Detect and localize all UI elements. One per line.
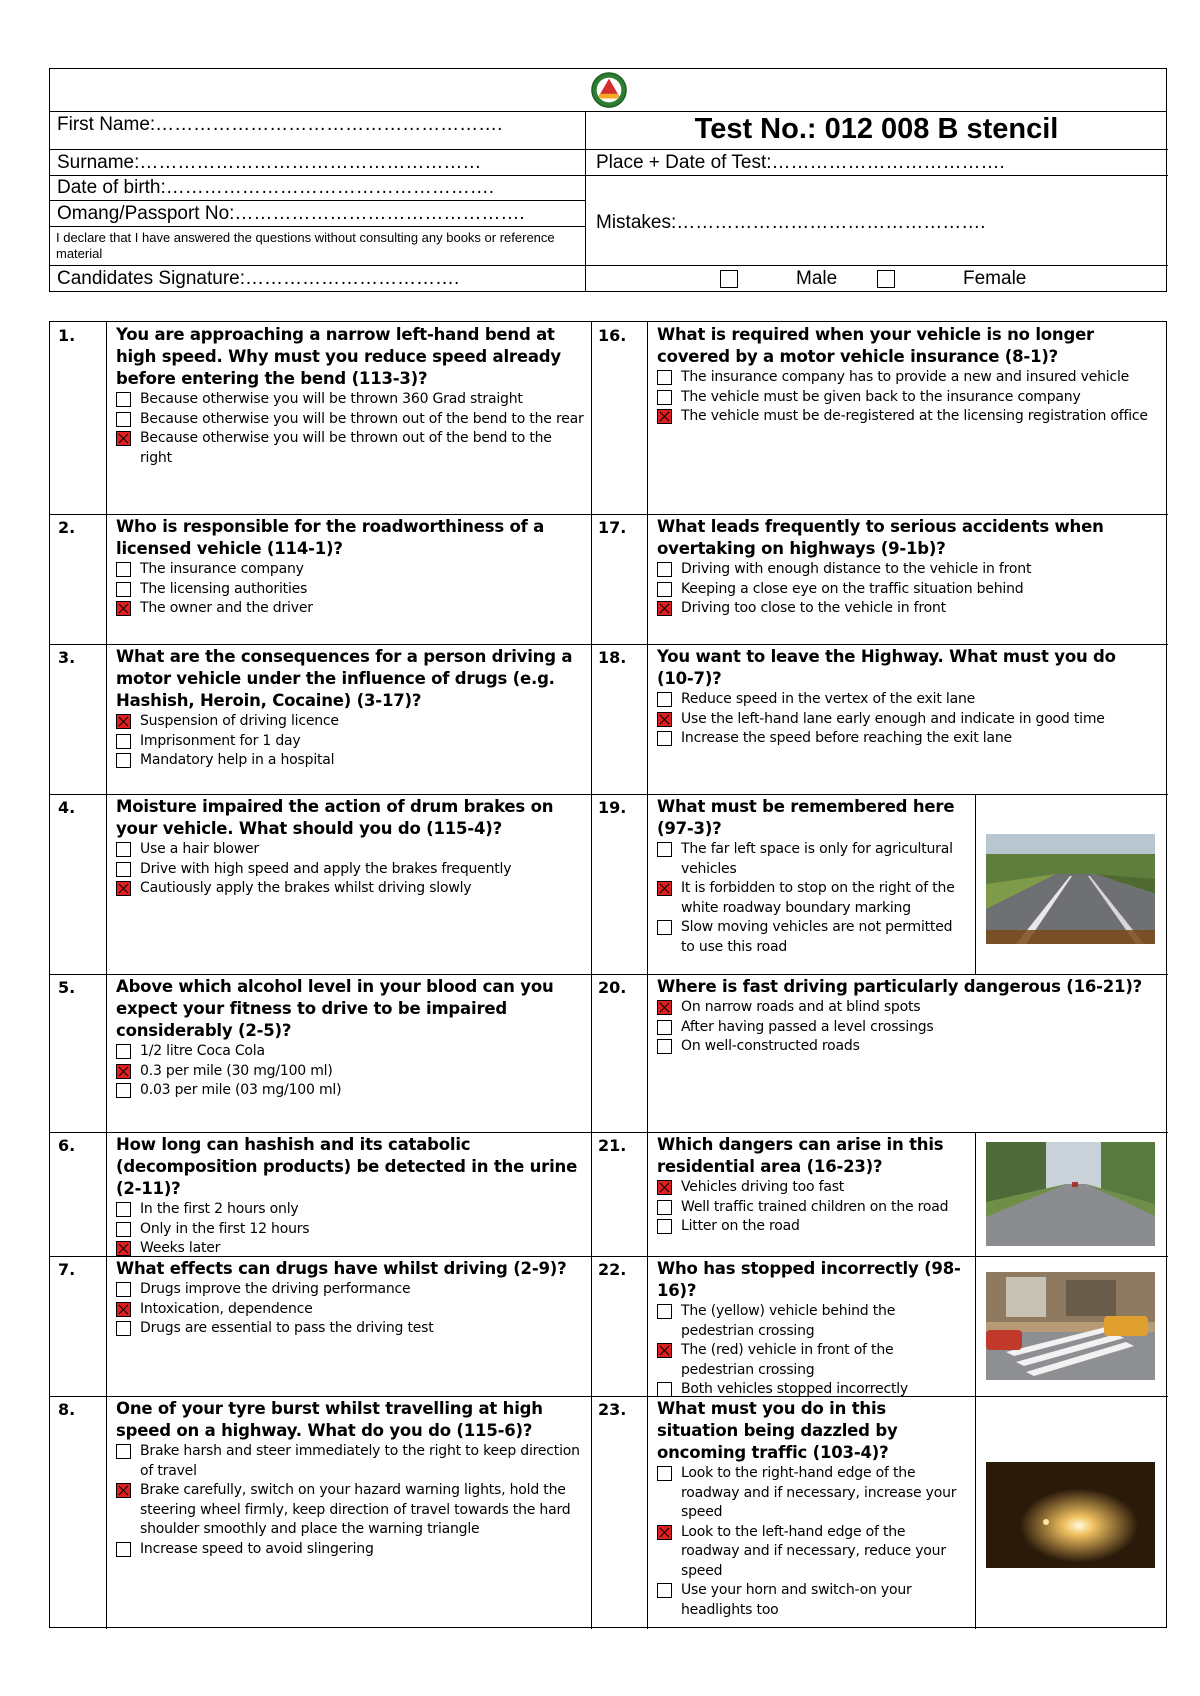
answer-option-text: 0.3 per mile (30 mg/100 ml) (140, 1062, 333, 1079)
question-text: What is required when your vehicle is no longer covered by a motor vehicle insurance (8-1)? (657, 325, 1094, 366)
question-8 (116, 1398, 586, 1559)
answer-option-text: Keeping a close eye on the traffic situation behind (681, 580, 1024, 597)
answer-checkbox[interactable] (657, 1583, 672, 1598)
answer-options (657, 560, 1157, 619)
answer-checkbox[interactable] (657, 582, 672, 597)
answer-option[interactable] (657, 1380, 965, 1400)
answer-option-text: Use the left-hand lane early enough and indicate in good time (681, 710, 1105, 727)
question-6 (116, 1134, 586, 1259)
question-text: You are approaching a narrow left-hand bend at high speed. Why must you reduce speed already before entering the bend (113-3)? (116, 325, 561, 388)
night-dazzle-photo (986, 1462, 1155, 1568)
checked-answer-checkbox[interactable] (657, 601, 672, 616)
answer-options (657, 1464, 965, 1620)
answer-checkbox[interactable] (657, 842, 672, 857)
checked-answer-checkbox[interactable] (116, 601, 131, 616)
answer-option-text: The vehicle must be de-registered at the licensing registration office (681, 408, 1148, 424)
answer-option[interactable] (657, 918, 965, 957)
answer-checkbox[interactable] (657, 390, 672, 405)
male-label: Male (796, 268, 838, 289)
checked-answer-checkbox[interactable] (657, 881, 672, 896)
question-number: 7. (58, 1260, 76, 1279)
answer-checkbox[interactable] (116, 734, 131, 749)
female-checkbox[interactable] (877, 270, 895, 288)
answer-option-text: The licensing authorities (140, 580, 308, 597)
question-number: 19. (598, 798, 627, 817)
answer-option[interactable] (116, 1481, 586, 1540)
checked-answer-checkbox[interactable] (116, 1483, 131, 1498)
answer-option[interactable] (116, 390, 586, 410)
question-2 (116, 516, 586, 619)
answer-checkbox[interactable] (116, 842, 131, 857)
answer-option[interactable] (116, 751, 586, 771)
answer-checkbox[interactable] (657, 562, 672, 577)
answer-option-text: Vehicles driving too fast (681, 1179, 845, 1195)
answer-option-text: The insurance company has to provide a new and insured vehicle (681, 369, 1130, 385)
answer-options (116, 1280, 586, 1339)
mistakes-field[interactable]: Mistakes:…………………………………………. (596, 212, 986, 233)
answer-option-text: Cautiously apply the brakes whilst driving slowly (140, 880, 472, 896)
answer-option-text: On well-constructed roads (681, 1038, 860, 1054)
answer-options (657, 1302, 965, 1400)
answer-option-text: 1/2 litre Coca Cola (140, 1043, 265, 1059)
answer-option[interactable] (116, 1300, 586, 1320)
question-text: How long can hashish and its catabolic (decomposition products) be detected in the urine (2-11)? (116, 1135, 578, 1198)
question-number: 2. (58, 518, 76, 537)
answer-checkbox[interactable] (116, 1044, 131, 1059)
answer-option-text: Driving too close to the vehicle in front (681, 600, 946, 616)
answer-options (116, 390, 586, 468)
question-20 (657, 976, 1157, 1057)
signature-field[interactable]: Candidates Signature:……………………………. (57, 268, 460, 289)
answer-option[interactable] (657, 1341, 965, 1380)
checked-answer-checkbox[interactable] (116, 1064, 131, 1079)
question-number: 21. (598, 1136, 627, 1155)
answer-option[interactable] (116, 860, 586, 880)
answer-option-text: Brake harsh and steer immediately to the right to keep direction of travel (140, 1443, 580, 1479)
answer-option-text: Use a hair blower (140, 841, 259, 857)
answer-option[interactable] (657, 1217, 965, 1237)
question-number: 4. (58, 798, 76, 817)
answer-option[interactable] (657, 388, 1157, 408)
answer-options (116, 840, 586, 899)
answer-option-text: Litter on the road (681, 1218, 800, 1234)
question-19 (657, 796, 965, 957)
answer-options (116, 1200, 586, 1259)
question-number: 3. (58, 648, 76, 667)
answer-option[interactable] (657, 368, 1157, 388)
place-date-field[interactable]: Place + Date of Test:………………………………. (596, 152, 1005, 173)
answer-option[interactable] (657, 1302, 965, 1341)
answer-option[interactable] (657, 998, 1157, 1018)
answer-option[interactable] (116, 1442, 586, 1481)
answer-option-text: Look to the left-hand edge of the roadway and if necessary, reduce your speed (681, 1523, 946, 1579)
answer-option[interactable] (116, 1220, 586, 1240)
highway-photo (986, 834, 1155, 944)
answer-option[interactable] (116, 560, 586, 580)
answer-options (116, 560, 586, 619)
answer-option-text: Mandatory help in a hospital (140, 752, 335, 768)
checked-answer-checkbox[interactable] (116, 881, 131, 896)
answer-option-text: The far left space is only for agricultural vehicles (681, 841, 953, 877)
answer-option[interactable] (116, 1081, 586, 1101)
answer-option[interactable] (657, 710, 1157, 730)
checked-answer-checkbox[interactable] (657, 1343, 672, 1358)
answer-checkbox[interactable] (116, 753, 131, 768)
question-number: 6. (58, 1136, 76, 1155)
answer-option-text: Both vehicles stopped incorrectly (681, 1381, 909, 1397)
question-number: 17. (598, 518, 627, 537)
question-text: Who has stopped incorrectly (98-16)? (657, 1259, 961, 1300)
question-number: 16. (598, 326, 627, 345)
answer-option[interactable] (116, 429, 586, 468)
pedestrian-crossing-photo (986, 1272, 1155, 1380)
question-text: One of your tyre burst whilst travelling at high speed on a highway. What do you do (115-6)? (116, 1399, 543, 1440)
answer-checkbox[interactable] (116, 1202, 131, 1217)
logo-row (50, 69, 1166, 112)
question-text: What are the consequences for a person driving a motor vehicle under the influence of drugs (e.g. Hashish, Heroin, Cocaine) (3-17)? (116, 647, 573, 710)
answer-option-text: The (red) vehicle in front of the pedestrian crossing (681, 1342, 894, 1378)
answer-option[interactable] (116, 879, 586, 899)
answer-option-text: Driving with enough distance to the vehicle in front (681, 561, 1032, 577)
question-7 (116, 1258, 586, 1339)
answer-option[interactable] (657, 690, 1157, 710)
answer-option-text: Because otherwise you will be thrown out of the bend to the right (140, 430, 552, 466)
answer-option[interactable] (116, 1200, 586, 1220)
answer-checkbox[interactable] (657, 1039, 672, 1054)
question-number: 20. (598, 978, 627, 997)
question-text: What must be remembered here (97-3)? (657, 797, 955, 838)
answer-option-text: The vehicle must be given back to the insurance company (681, 388, 1081, 405)
question-text: What effects can drugs have whilst driving (2-9)? (116, 1259, 567, 1278)
answer-options (116, 1442, 586, 1559)
answer-option-text: Suspension of driving licence (140, 713, 339, 729)
emblem-icon (590, 71, 628, 109)
question-22 (657, 1258, 965, 1400)
question-text: Above which alcohol level in your blood can you expect your fitness to drive to be impaired considerably (2-5)? (116, 977, 554, 1040)
first-name-field[interactable]: First Name:………………………………………………. (57, 114, 503, 135)
answer-option[interactable] (657, 1523, 965, 1582)
answer-option[interactable] (657, 1581, 965, 1620)
answer-checkbox[interactable] (116, 1282, 131, 1297)
answer-options (657, 368, 1157, 427)
candidate-header (49, 68, 1167, 292)
question-3 (116, 646, 586, 771)
question-4 (116, 796, 586, 899)
answer-checkbox[interactable] (116, 1444, 131, 1459)
answer-option[interactable] (116, 1239, 586, 1259)
surname-field[interactable]: Surname:……………………………………………… (57, 152, 482, 173)
answer-options (657, 998, 1157, 1057)
question-number: 5. (58, 978, 76, 997)
answer-checkbox[interactable] (116, 1321, 131, 1336)
answer-option-text: Drive with high speed and apply the brakes frequently (140, 860, 512, 877)
answer-option[interactable] (657, 1018, 1157, 1038)
answer-option[interactable] (116, 1319, 586, 1339)
question-18 (657, 646, 1157, 749)
answer-option[interactable] (657, 1198, 965, 1218)
answer-option[interactable] (116, 599, 586, 619)
checked-answer-checkbox[interactable] (657, 1180, 672, 1195)
answer-option-text: The (yellow) vehicle behind the pedestrian crossing (681, 1303, 896, 1339)
answer-option[interactable] (657, 1178, 965, 1198)
checked-answer-checkbox[interactable] (657, 409, 672, 424)
female-label: Female (963, 268, 1027, 289)
question-grid (49, 321, 1167, 1628)
answer-option[interactable] (657, 1037, 1157, 1057)
question-16 (657, 324, 1157, 427)
answer-options (657, 690, 1157, 749)
answer-option-text: The insurance company (140, 561, 304, 577)
answer-checkbox[interactable] (657, 1466, 672, 1481)
answer-option-text: Drugs improve the driving performance (140, 1281, 411, 1297)
answer-option-text: The owner and the driver (140, 600, 313, 616)
answer-option-text: In the first 2 hours only (140, 1201, 299, 1217)
question-number: 22. (598, 1260, 627, 1279)
question-text: What must you do in this situation being dazzled by oncoming traffic (103-4)? (657, 1399, 898, 1462)
answer-checkbox[interactable] (657, 1382, 672, 1397)
question-text: You want to leave the Highway. What must you do (10-7)? (657, 647, 1116, 688)
answer-checkbox[interactable] (116, 1542, 131, 1557)
answer-option[interactable] (657, 840, 965, 879)
question-21 (657, 1134, 965, 1237)
answer-option-text: Only in the first 12 hours (140, 1220, 310, 1237)
question-text: Who is responsible for the roadworthiness of a licensed vehicle (114-1)? (116, 517, 545, 558)
answer-option-text: It is forbidden to stop on the right of the white roadway boundary marking (681, 880, 955, 916)
question-text: Where is fast driving particularly dangerous (16-21)? (657, 977, 1143, 996)
answer-checkbox[interactable] (657, 692, 672, 707)
answer-option-text: Because otherwise you will be thrown out of the bend to the rear (140, 410, 584, 427)
checked-answer-checkbox[interactable] (657, 1525, 672, 1540)
answer-option[interactable] (116, 1062, 586, 1082)
question-number: 8. (58, 1400, 76, 1419)
answer-options (657, 1178, 965, 1237)
answer-checkbox[interactable] (657, 1200, 672, 1215)
answer-option-text: Well traffic trained children on the road (681, 1198, 949, 1215)
answer-option[interactable] (116, 580, 586, 600)
question-number: 1. (58, 326, 76, 345)
answer-checkbox[interactable] (657, 370, 672, 385)
answer-checkbox[interactable] (657, 1020, 672, 1035)
answer-checkbox[interactable] (116, 582, 131, 597)
answer-option[interactable] (657, 1464, 965, 1523)
checked-answer-checkbox[interactable] (116, 714, 131, 729)
answer-option-text: Because otherwise you will be thrown 360 Grad straight (140, 391, 523, 407)
answer-option-text: Imprisonment for 1 day (140, 732, 301, 749)
answer-option[interactable] (657, 729, 1157, 749)
answer-checkbox[interactable] (116, 562, 131, 577)
omang-passport-field[interactable]: Omang/Passport No:………………………………………. (57, 203, 525, 224)
answer-option[interactable] (657, 599, 1157, 619)
answer-option-text: Brake carefully, switch on your hazard warning lights, hold the steering wheel firmly, keep direction of travel towards the hard shoulder smoothly and place the warning triangle (140, 1482, 571, 1537)
answer-option[interactable] (116, 410, 586, 430)
declaration-text: I declare that I have answered the questions without consulting any books or reference material (56, 230, 555, 261)
answer-checkbox[interactable] (116, 862, 131, 877)
question-23 (657, 1398, 965, 1620)
answer-option-text: Slow moving vehicles are not permitted to use this road (681, 919, 953, 955)
answer-option-text: Drugs are essential to pass the driving test (140, 1320, 434, 1336)
answer-option-text: Weeks later (140, 1240, 221, 1256)
answer-options (657, 840, 965, 957)
answer-options (116, 1042, 586, 1101)
question-text: Moisture impaired the action of drum brakes on your vehicle. What should you do (115-4)? (116, 797, 554, 838)
answer-option[interactable] (657, 407, 1157, 427)
answer-option[interactable] (116, 1540, 586, 1560)
answer-option[interactable] (116, 712, 586, 732)
answer-option[interactable] (657, 560, 1157, 580)
answer-option-text: Increase the speed before reaching the exit lane (681, 730, 1012, 746)
checked-answer-checkbox[interactable] (657, 1000, 672, 1015)
answer-option[interactable] (116, 1042, 586, 1062)
residential-road-photo (986, 1142, 1155, 1246)
answer-option-text: On narrow roads and at blind spots (681, 999, 921, 1015)
answer-option-text: After having passed a level crossings (681, 1018, 934, 1035)
answer-option-text: Reduce speed in the vertex of the exit lane (681, 691, 976, 707)
answer-checkbox[interactable] (657, 1219, 672, 1234)
answer-option-text: Look to the right-hand edge of the roadway and if necessary, increase your speed (681, 1465, 957, 1520)
answer-option-text: Intoxication, dependence (140, 1300, 313, 1317)
answer-checkbox[interactable] (657, 920, 672, 935)
answer-option-text: 0.03 per mile (03 mg/100 ml) (140, 1082, 342, 1098)
checked-answer-checkbox[interactable] (116, 1302, 131, 1317)
answer-option[interactable] (657, 879, 965, 918)
answer-checkbox[interactable] (116, 1083, 131, 1098)
answer-checkbox[interactable] (116, 412, 131, 427)
answer-option[interactable] (116, 732, 586, 752)
checked-answer-checkbox[interactable] (116, 431, 131, 446)
checked-answer-checkbox[interactable] (657, 712, 672, 727)
test-number: Test No.: 012 008 B stencil (694, 113, 1059, 145)
question-number: 18. (598, 648, 627, 667)
question-number: 23. (598, 1400, 627, 1419)
answer-option[interactable] (657, 580, 1157, 600)
date-of-birth-field[interactable]: Date of birth:……………………………………………. (57, 177, 495, 198)
answer-option[interactable] (116, 1280, 586, 1300)
question-text: Which dangers can arise in this residential area (16-23)? (657, 1135, 944, 1176)
answer-checkbox[interactable] (116, 1222, 131, 1237)
answer-option[interactable] (116, 840, 586, 860)
answer-checkbox[interactable] (657, 1304, 672, 1319)
answer-checkbox[interactable] (116, 392, 131, 407)
answer-option-text: Use your horn and switch-on your headlights too (681, 1582, 912, 1618)
question-text: What leads frequently to serious accidents when overtaking on highways (9-1b)? (657, 517, 1104, 558)
answer-option-text: Increase speed to avoid slingering (140, 1540, 374, 1557)
male-checkbox[interactable] (720, 270, 738, 288)
question-17 (657, 516, 1157, 619)
answer-checkbox[interactable] (657, 731, 672, 746)
question-5 (116, 976, 586, 1101)
question-1 (116, 324, 586, 468)
checked-answer-checkbox[interactable] (116, 1241, 131, 1256)
answer-options (116, 712, 586, 771)
